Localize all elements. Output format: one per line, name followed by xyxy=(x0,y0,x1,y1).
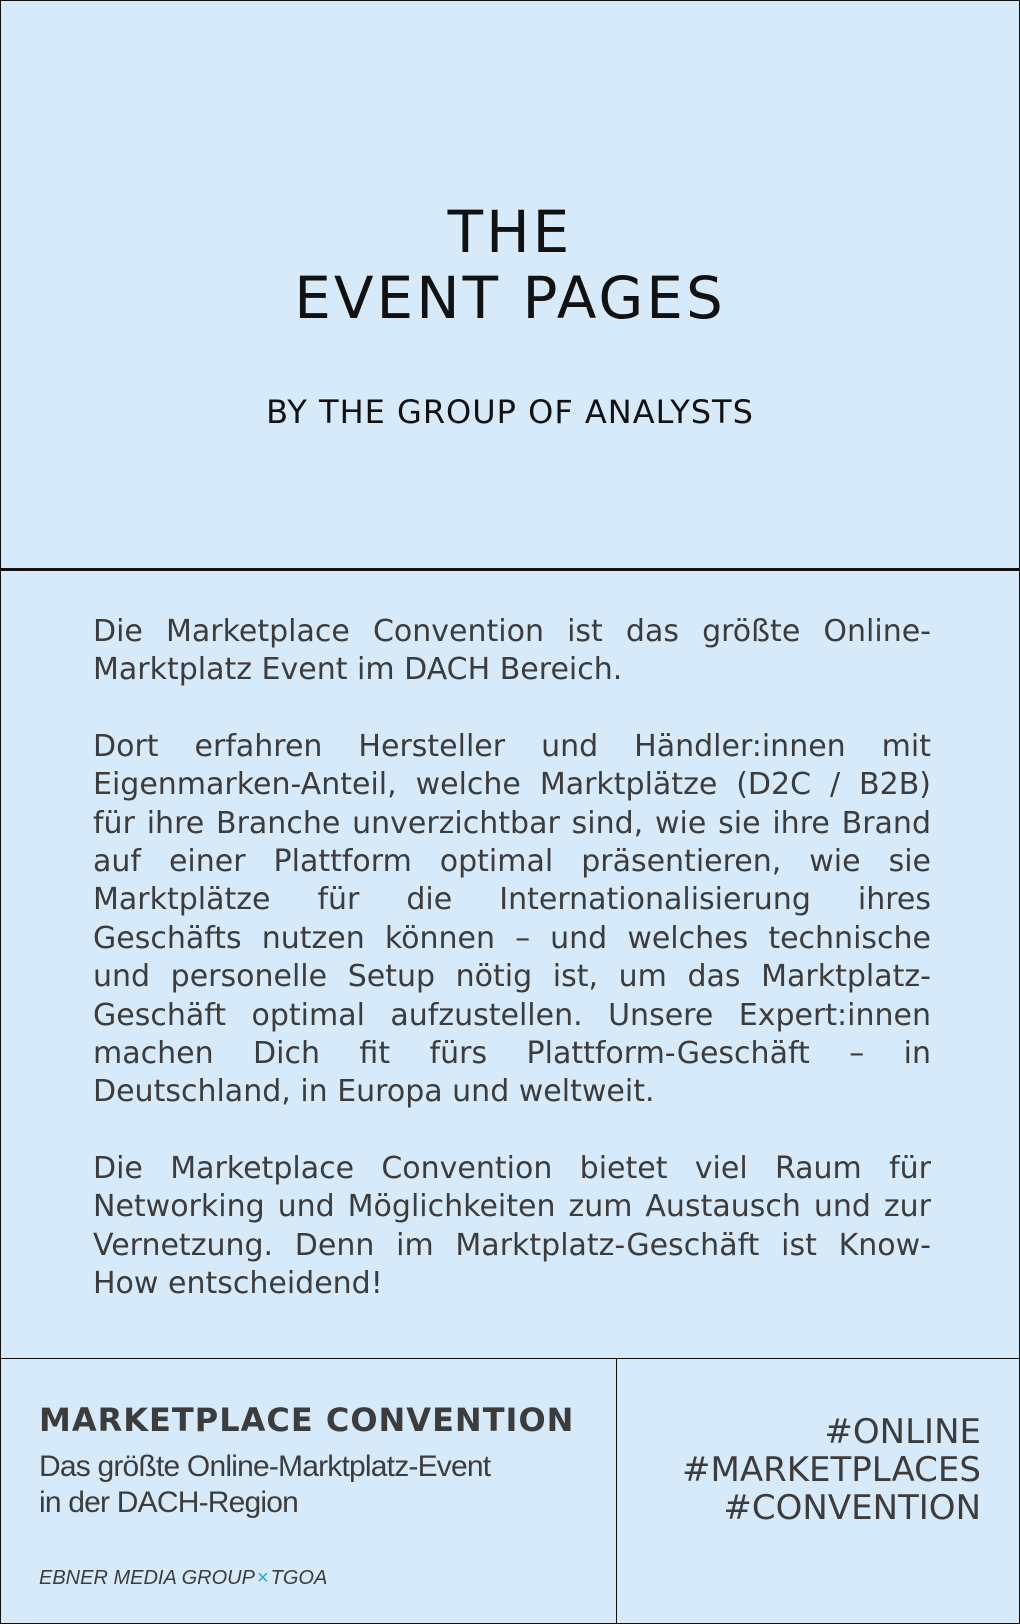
title-line-2: EVENT PAGES xyxy=(294,264,726,332)
brand-title: MARKETPLACE CONVENTION xyxy=(39,1401,575,1439)
footer-hashtag-panel xyxy=(617,1359,1019,1624)
publisher-separator: × xyxy=(256,1567,269,1589)
hashtag-online: #ONLINE xyxy=(824,1412,981,1452)
footer-section xyxy=(1,1358,1019,1624)
title-line-1: THE xyxy=(447,198,573,266)
paragraph-networking: Die Marketplace Convention bietet viel Raum für Networking und Möglichkeiten zum Austausch und zur Vernetzung. Denn im Marktplatz-Geschäft ist Know-How entscheidend! xyxy=(93,1150,931,1302)
publisher-ebner: EBNER MEDIA GROUP xyxy=(39,1567,255,1589)
header-section xyxy=(1,1,1019,571)
publisher-tgoa: TGOA xyxy=(270,1567,328,1589)
description-text xyxy=(93,613,931,1342)
hashtag-marketplaces: #MARKETPLACES xyxy=(682,1450,981,1490)
paragraph-intro: Die Marketplace Convention ist das größte Online-Marktplatz Event im DACH Bereich. xyxy=(93,614,931,688)
brand-tagline xyxy=(39,1449,599,1521)
tagline-line-1: Das größte Online-Marktplatz-Event xyxy=(39,1450,491,1483)
page-subtitle: BY THE GROUP OF ANALYSTS xyxy=(266,393,754,431)
hashtag-list xyxy=(682,1413,981,1527)
page-title xyxy=(1,199,1019,331)
hashtag-convention: #CONVENTION xyxy=(723,1488,981,1528)
footer-brand-panel xyxy=(1,1359,617,1624)
tagline-line-2: in der DACH-Region xyxy=(39,1486,299,1519)
paragraph-details: Dort erfahren Hersteller und Händler:innen mit Eigenmarken-Anteil, welche Marktplätze (D2C / B2B) für ihre Branche unverzichtbar sind, wie sie ihre Brand auf einer Plattform optimal präsentieren, wie sie Marktplätze für die Internationalisierung ihres Geschäfts nutzen können – und welches technische und personelle Setup nötig ist, um das Marktplatz-Geschäft optimal aufzustellen. Unsere Expert:innen machen Dich fit fürs Plattform-Geschäft – in Deutschland, in Europa und weltweit. xyxy=(93,728,931,1110)
publisher-line xyxy=(39,1567,327,1590)
